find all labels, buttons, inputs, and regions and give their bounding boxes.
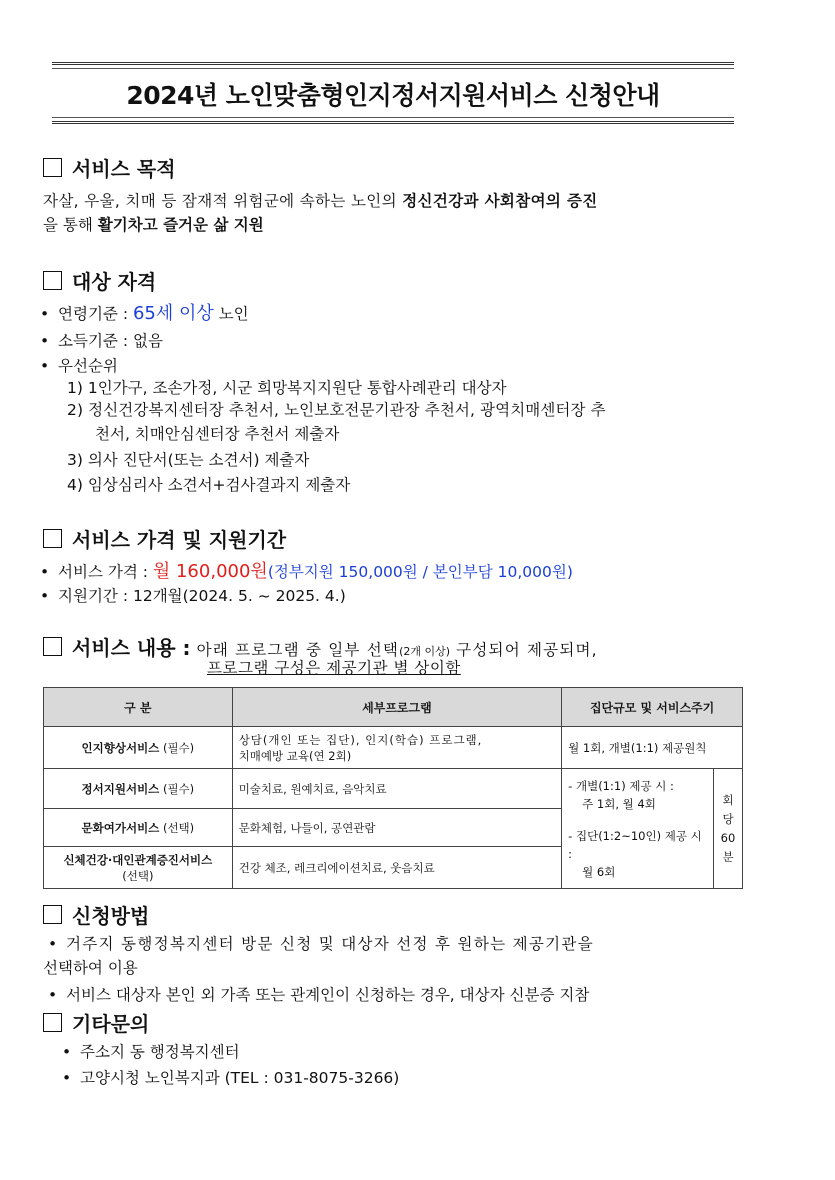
priority-item-4: 4) 임상심리사 소견서+검사결과지 제출자 [67, 476, 351, 494]
priority-label: • 우선순위 [40, 357, 118, 375]
row-program: 상담(개인 또는 집단), 인지(학습) 프로그램, 치매예방 교육(연 2회) [232, 727, 561, 769]
row-category: 정서지원서비스 (필수) [44, 769, 233, 809]
apply-line-2: • 서비스 대상자 본인 외 가족 또는 관계인이 신청하는 경우, 대상자 신분증 지참 [48, 986, 590, 1004]
table-header-row [44, 688, 743, 727]
apply-line-1-cont: 선택하여 이용 [43, 959, 138, 977]
row-category: 문화여가서비스 (선택) [44, 809, 233, 847]
priority-item-3: 3) 의사 진단서(또는 소견서) 제출자 [67, 451, 310, 469]
checkbox-square-icon [43, 637, 62, 656]
row-program: 미술치료, 원예치료, 음악치료 [232, 769, 561, 809]
row-category: 신체건강·대인관계증진서비스 (선택) [44, 847, 233, 889]
table-header: 구 분 [44, 688, 233, 727]
age-criterion: • 연령기준 : 65세 이상 노인 [40, 303, 249, 324]
table-row [44, 769, 743, 809]
row-category: 인지향상서비스 (필수) [44, 727, 233, 769]
content-note: 프로그램 구성은 제공기관 별 상이함 [207, 659, 461, 677]
priority-item-2-cont: 천서, 치매안심센터장 추천서 제출자 [95, 425, 340, 443]
section-content-heading: 서비스 내용 : 아래 프로그램 중 일부 선택(2개 이상) 구성되어 제공되며, [43, 632, 598, 662]
purpose-line-1: 자살, 우울, 치매 등 잠재적 위험군에 속하는 노인의 정신건강과 사회참여의 증진 [43, 192, 598, 210]
purpose-line-2: 을 통해 활기차고 즐거운 삶 지원 [43, 216, 264, 234]
page-title: 2024년 노인맞춤형인지정서지원서비스 신청안내 [126, 81, 660, 110]
row-program: 건강 체조, 레크리에이션치료, 웃음치료 [232, 847, 561, 889]
checkbox-square-icon [43, 905, 62, 924]
checkbox-square-icon [43, 529, 62, 548]
table-header: 세부프로그램 [232, 688, 561, 727]
cycle-detail: - 개별(1:1) 제공 시 : 주 1회, 월 4회 - 집단(1:2~10인) 제공 시 : 월 6회 [562, 769, 714, 889]
table-row [44, 727, 743, 769]
checkbox-square-icon [43, 158, 62, 177]
priority-item-2: 2) 정신건강복지센터장 추천서, 노인보호전문기관장 추천서, 광역치매센터장 추 [67, 401, 606, 419]
row-program: 문화체험, 나들이, 공연관람 [232, 809, 561, 847]
support-period: • 지원기간 : 12개월(2024. 5. ~ 2025. 4.) [40, 587, 346, 605]
row-cycle: 월 1회, 개별(1:1) 제공원칙 [562, 727, 743, 769]
checkbox-square-icon [43, 271, 62, 290]
table-header: 집단규모 및 서비스주기 [562, 688, 743, 727]
inquiry-item: • 주소지 동 행정복지센터 [62, 1043, 240, 1061]
program-table [43, 687, 743, 889]
priority-item-1: 1) 1인가구, 조손가정, 시군 희망복지지원단 통합사례관리 대상자 [67, 379, 507, 397]
section-eligibility-heading: 대상 자격 [43, 266, 156, 295]
section-price-heading: 서비스 가격 및 지원기간 [43, 524, 286, 553]
section-purpose-heading: 서비스 목적 [43, 153, 176, 182]
section-apply-heading: 신청방법 [43, 900, 149, 929]
section-inquiry-heading: 기타문의 [43, 1008, 149, 1037]
apply-line-1: • 거주지 동행정복지센터 방문 신청 및 대상자 선정 후 원하는 제공기관을 [48, 935, 594, 953]
per-session-duration: 회 당 60 분 [714, 769, 743, 889]
service-price: • 서비스 가격 : 월 160,000원(정부지원 150,000원 / 본인부담 10,000원) [40, 561, 573, 582]
checkbox-square-icon [43, 1013, 62, 1032]
inquiry-item: • 고양시청 노인복지과 (TEL : 031-8075-3266) [62, 1069, 400, 1087]
income-criterion: • 소득기준 : 없음 [40, 332, 163, 350]
title-box [52, 62, 734, 124]
